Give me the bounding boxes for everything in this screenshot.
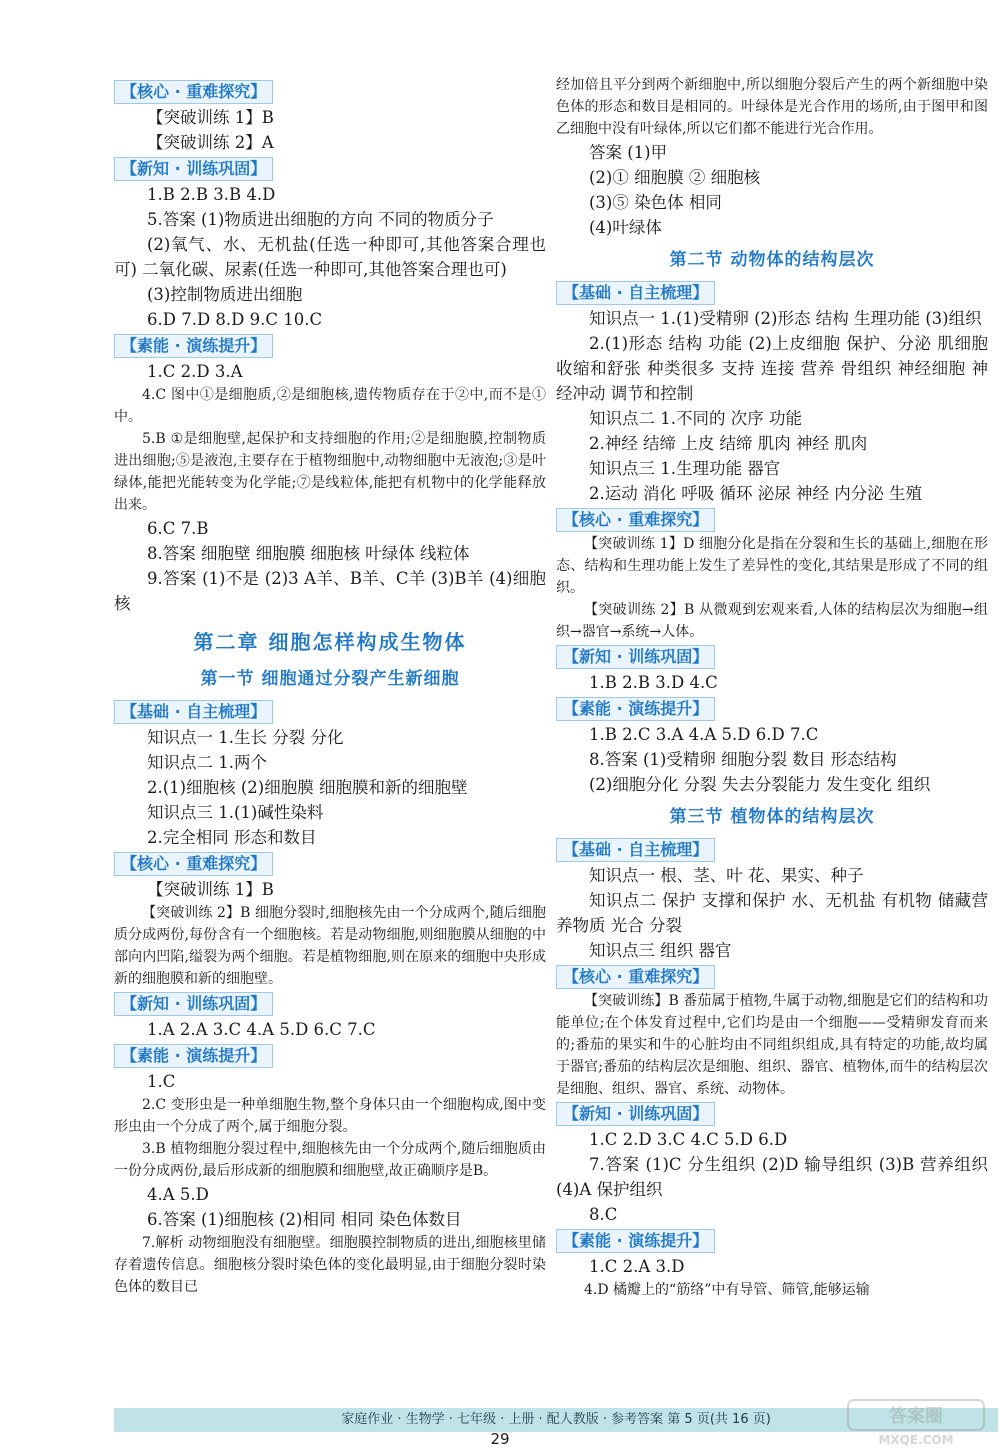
answer-line: 2.(1)细胞核 (2)细胞膜 细胞膜和新的细胞壁 xyxy=(147,778,468,797)
answer-line: 知识点三 1.(1)碱性染料 xyxy=(147,803,324,822)
watermark-site-text: MXQE.COM xyxy=(878,1433,954,1447)
section-title: 第一节 细胞通过分裂产生新细胞 xyxy=(200,669,460,689)
answer-line: 8.答案 细胞壁 细胞膜 细胞核 叶绿体 线粒体 xyxy=(147,544,470,563)
section-header-core: 【核心 · 重难探究】 xyxy=(556,508,715,532)
answer-line: 1.B 2.C 3.A 4.A 5.D 6.D 7.C xyxy=(589,725,819,744)
watermark-logo xyxy=(846,1398,986,1448)
chapter-title: 第二章 细胞怎样构成生物体 xyxy=(193,630,467,654)
answer-line: 7.答案 (1)C 分生组织 (2)D 输导组织 (3)B 营养组织 (4)A 保护组织 xyxy=(556,1155,988,1199)
answer-line: 知识点二 1.不同的 次序 功能 xyxy=(589,409,802,428)
answer-explanation: 2.C 变形虫是一种单细胞生物,整个身体只由一个细胞构成,图中变形虫由一个分成了两个,属于细胞分裂。 xyxy=(114,1097,546,1135)
answer-line: 2.(1)形态 结构 功能 (2)上皮细胞 保护、分泌 肌细胞 收缩和舒张 种类很多 支持 连接 营养 骨组织 神经细胞 神经冲动 调节和控制 xyxy=(556,334,988,403)
section-header-su: 【素能 · 演练提升】 xyxy=(114,334,273,358)
answer-line: 知识点二 保护 支撑和保护 水、无机盐 有机物 储藏营养物质 光合 分裂 xyxy=(556,891,988,935)
answer-line: 6.C 7.B xyxy=(147,519,209,538)
answer-line: 【突破训练 1】B xyxy=(147,880,274,899)
answer-line: 【突破训练 1】B xyxy=(147,108,274,127)
answer-line: 1.C 2.A 3.D xyxy=(589,1257,685,1276)
answer-line: 1.A 2.A 3.C 4.A 5.D 6.C 7.C xyxy=(147,1020,376,1039)
answer-line: 8.C xyxy=(589,1205,618,1224)
answer-line: 答案 (1)甲 xyxy=(589,143,668,162)
answer-explanation: 4.D 橘瓣上的“筋络”中有导管、筛管,能够运输 xyxy=(584,1282,870,1298)
section-header-core: 【核心 · 重难探究】 xyxy=(114,852,273,876)
answer-explanation: 【突破训练】B 番茄属于植物,牛属于动物,细胞是它们的结构和功能单位;在个体发育过程中,它们均是由一个细胞——受精卵发育而来的;番茄的果实和牛的心脏均由不同组织组成,具有特定的功能,故均属于器官;番茄的结构层次是细胞、组织、器官、植物体,而牛的结构层次是细胞、组织、器官、系统、动物体。 xyxy=(556,993,988,1097)
answer-line: 4.A 5.D xyxy=(147,1185,209,1204)
answer-line: (2)① 细胞膜 ② 细胞核 xyxy=(589,168,761,187)
answer-line: 6.D 7.D 8.D 9.C 10.C xyxy=(147,310,323,329)
answer-explanation: 【突破训练 2】B 从微观到宏观来看,人体的结构层次为细胞→组织→器官→系统→人体。 xyxy=(556,602,988,640)
answer-line: 知识点一 根、茎、叶 花、果实、种子 xyxy=(589,866,864,885)
section-header-base: 【基础 · 自主梳理】 xyxy=(114,700,273,724)
answer-line: 2.神经 结缔 上皮 结缔 肌肉 神经 肌肉 xyxy=(589,434,868,453)
page-number: 29 xyxy=(490,1430,510,1448)
section-header-new: 【新知 · 训练巩固】 xyxy=(556,1102,715,1126)
section-header-su: 【素能 · 演练提升】 xyxy=(556,697,715,721)
answer-line: 知识点一 1.(1)受精卵 (2)形态 结构 生理功能 (3)组织 xyxy=(589,309,982,328)
section-header-base: 【基础 · 自主梳理】 xyxy=(556,281,715,305)
section-title: 第二节 动物体的结构层次 xyxy=(669,250,875,270)
section-header-new: 【新知 · 训练巩固】 xyxy=(556,645,715,669)
answer-line: 5.答案 (1)物质进出细胞的方向 不同的物质分子 xyxy=(147,210,494,229)
answer-line: 6.答案 (1)细胞核 (2)相同 相同 染色体数目 xyxy=(147,1210,462,1229)
answer-line: (2)氧气、水、无机盐(任选一种即可,其他答案合理也可) 二氧化碳、尿素(任选一种即可,其他答案合理也可) xyxy=(114,235,546,279)
answer-explanation: 经加倍且平分到两个新细胞中,所以细胞分裂后产生的两个新细胞中染色体的形态和数目是相同的。叶绿体是光合作用的场所,由于图甲和图乙细胞中没有叶绿体,所以它们都不能进行光合作用。 xyxy=(556,77,988,137)
answer-line: 知识点三 组织 器官 xyxy=(589,941,732,960)
section-title: 第三节 植物体的结构层次 xyxy=(669,807,875,827)
section-header-su: 【素能 · 演练提升】 xyxy=(556,1229,715,1253)
answer-line: 2.完全相同 形态和数目 xyxy=(147,828,317,847)
answer-explanation: 4.C 图中①是细胞质,②是细胞核,遗传物质存在于②中,而不是①中。 xyxy=(114,387,546,425)
answer-explanation: 5.B ①是细胞壁,起保护和支持细胞的作用;②是细胞膜,控制物质进出细胞;⑤是液泡,主要存在于植物细胞中,动物细胞中无液泡;③是叶绿体,能把光能转变为化学能;⑦是线粒体,能把有机物中的化学能释放出来。 xyxy=(114,431,546,513)
section-header-base: 【基础 · 自主梳理】 xyxy=(556,838,715,862)
left-column xyxy=(114,78,546,1298)
answer-line: 1.B 2.B 3.B 4.D xyxy=(147,185,276,204)
answer-line: (3)控制物质进出细胞 xyxy=(147,285,303,304)
section-header-core: 【核心 · 重难探究】 xyxy=(556,965,715,989)
answer-line: 1.C xyxy=(147,1072,176,1091)
answer-explanation: 3.B 植物细胞分裂过程中,细胞核先由一个分成两个,随后细胞质由一份分成两份,最后形成新的细胞膜和细胞壁,故正确顺序是B。 xyxy=(114,1141,546,1179)
page-footer: 家庭作业 · 生物学 · 七年级 · 上册 · 配人教版 · 参考答案 第 5 页(共 16 页) xyxy=(114,1408,998,1432)
answer-line: 1.C 2.D 3.C 4.C 5.D 6.D xyxy=(589,1130,788,1149)
watermark-logo-text: 答案圈 xyxy=(889,1406,943,1427)
answer-explanation: 【突破训练 2】B 细胞分裂时,细胞核先由一个分成两个,随后细胞质分成两份,每份含有一个细胞核。若是动物细胞,则细胞膜从细胞的中部向内凹陷,缢裂为两个细胞。若是植物细胞,则在原来的细胞中央形成新的细胞膜和新的细胞壁。 xyxy=(114,905,546,987)
section-header-su: 【素能 · 演练提升】 xyxy=(114,1044,273,1068)
answer-line: 1.C 2.D 3.A xyxy=(147,362,243,381)
answer-explanation: 7.解析 动物细胞没有细胞壁。细胞膜控制物质的进出,细胞核里储存着遗传信息。细胞核分裂时染色体的变化最明显,由于细胞分裂时染色体的数目已 xyxy=(114,1235,546,1295)
section-header-new: 【新知 · 训练巩固】 xyxy=(114,157,273,181)
answer-line: 1.B 2.B 3.D 4.C xyxy=(589,673,718,692)
answer-line: 8.答案 (1)受精卵 细胞分裂 数目 形态结构 xyxy=(589,750,897,769)
answer-line: 9.答案 (1)不是 (2)3 A羊、B羊、C羊 (3)B羊 (4)细胞核 xyxy=(114,569,546,613)
answer-line: 2.运动 消化 呼吸 循环 泌尿 神经 内分泌 生殖 xyxy=(589,484,922,503)
answer-line: 【突破训练 2】A xyxy=(147,133,274,152)
section-header-new: 【新知 · 训练巩固】 xyxy=(114,992,273,1016)
answer-explanation: 【突破训练 1】D 细胞分化是指在分裂和生长的基础上,细胞在形态、结构和生理功能上发生了差异性的变化,其结果是形成了不同的组织。 xyxy=(556,536,988,596)
answer-line: (4)叶绿体 xyxy=(589,218,662,237)
section-header-core: 【核心 · 重难探究】 xyxy=(114,80,273,104)
answer-line: (3)⑤ 染色体 相同 xyxy=(589,193,722,212)
answer-line: 知识点二 1.两个 xyxy=(147,753,267,772)
answer-line: 知识点三 1.生理功能 器官 xyxy=(589,459,781,478)
answer-line: (2)细胞分化 分裂 失去分裂能力 发生变化 组织 xyxy=(589,775,931,794)
right-column xyxy=(556,74,988,1301)
answer-line: 知识点一 1.生长 分裂 分化 xyxy=(147,728,344,747)
